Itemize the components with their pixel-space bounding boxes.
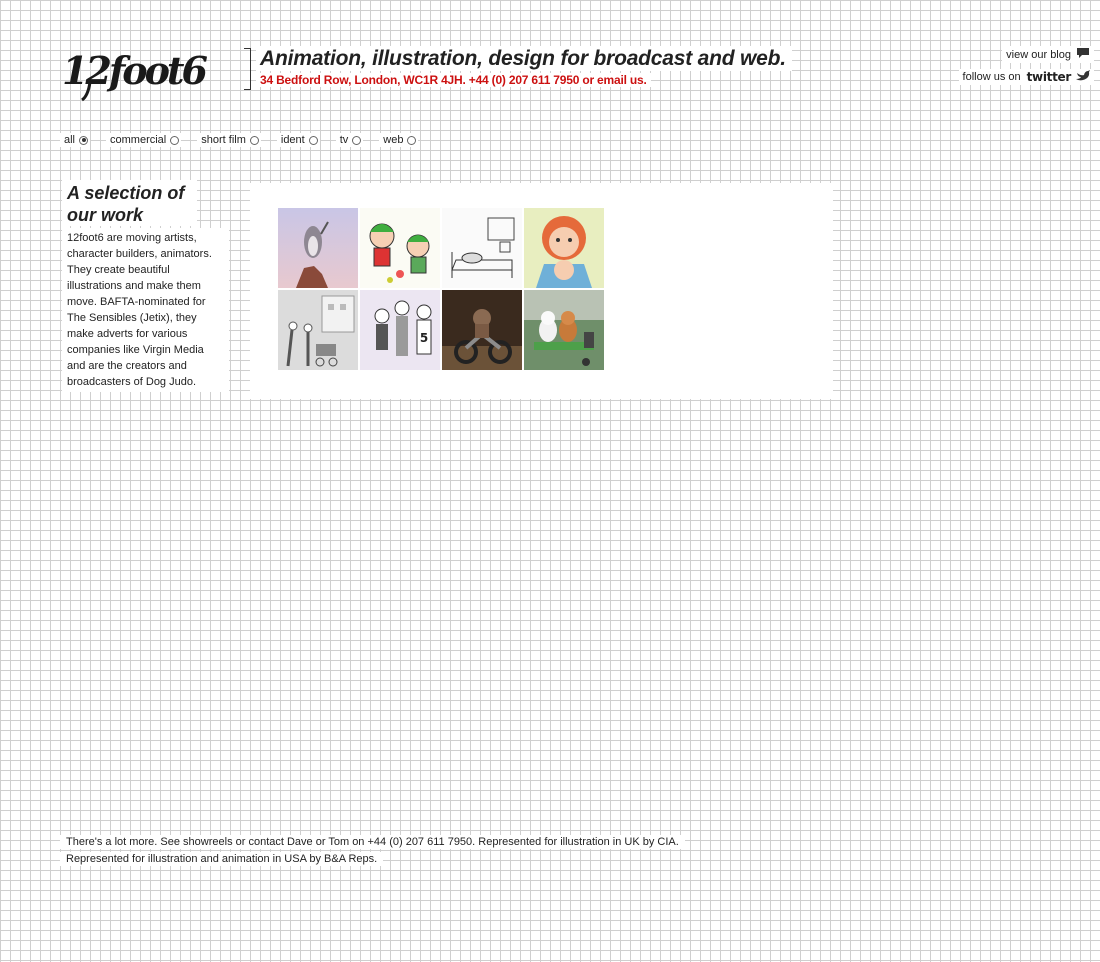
filter-all-radio[interactable] bbox=[79, 136, 88, 145]
filter-short-film-radio[interactable] bbox=[250, 136, 259, 145]
filter-short-film[interactable] bbox=[197, 133, 261, 147]
filter-commercial[interactable] bbox=[106, 133, 181, 147]
filter-commercial-radio[interactable] bbox=[170, 136, 179, 145]
filter-all[interactable] bbox=[60, 133, 90, 147]
filter-web-radio[interactable] bbox=[407, 136, 416, 145]
svg-text:12foot6: 12foot6 bbox=[62, 48, 205, 93]
follow-label: follow us on bbox=[962, 71, 1021, 83]
filter-web-label: web bbox=[383, 134, 404, 146]
thumbnail-7[interactable] bbox=[442, 290, 522, 370]
filter-ident-label: ident bbox=[280, 134, 305, 146]
speech-bubble-icon bbox=[1076, 47, 1090, 62]
filter-all-label: all bbox=[64, 134, 76, 146]
header-bracket bbox=[244, 48, 251, 90]
thumbnail-6[interactable] bbox=[360, 290, 440, 370]
contact-address[interactable]: 34 Bedford Row, London, WC1R 4JH. +44 (0) 207 611 7950 or email us. bbox=[256, 73, 651, 87]
thumbnail-2[interactable] bbox=[360, 208, 440, 288]
section-title: A selection of our work bbox=[62, 180, 197, 226]
filter-ident[interactable] bbox=[277, 133, 320, 147]
logo[interactable] bbox=[60, 44, 205, 104]
filter-web[interactable] bbox=[379, 133, 418, 147]
thumbnail-3[interactable] bbox=[442, 208, 522, 288]
tagline: Animation, illustration, design for broadcast and web. bbox=[256, 46, 792, 71]
blog-link[interactable] bbox=[1002, 46, 1094, 63]
filter-tv-label: tv bbox=[339, 134, 349, 146]
work-gallery bbox=[250, 183, 833, 399]
footer-contact: There's a lot more. See showreels or contact Dave or Tom on +44 (0) 207 611 7950. Represented for illustration in UK by CIA. bbox=[60, 835, 685, 849]
thumbnail-1[interactable] bbox=[278, 208, 358, 288]
footer-representation: Represented for illustration and animation in USA by B&A Reps. bbox=[60, 852, 383, 866]
filter-tv-radio[interactable] bbox=[352, 136, 361, 145]
filter-short-film-label: short film bbox=[201, 134, 246, 146]
thumbnail-5[interactable] bbox=[278, 290, 358, 370]
thumbnail-8[interactable] bbox=[524, 290, 604, 370]
blog-link-label: view our blog bbox=[1006, 48, 1071, 61]
intro-text: 12foot6 are moving artists, character builders, animators. They create beautiful illustrations and make them move. BAFTA-nominated for The Sensibles (Jetix), they make adverts for various companies like Virgin Media and are the creators and broadcasters of Dog Judo. bbox=[62, 228, 229, 392]
filter-ident-radio[interactable] bbox=[309, 136, 318, 145]
category-filter bbox=[60, 133, 434, 147]
twitter-wordmark: twitter bbox=[1026, 70, 1071, 84]
twitter-link[interactable] bbox=[959, 69, 1094, 85]
svg-text:5: 5 bbox=[419, 331, 429, 345]
filter-tv[interactable] bbox=[336, 133, 364, 147]
filter-commercial-label: commercial bbox=[110, 134, 167, 146]
thumbnail-4[interactable] bbox=[524, 208, 604, 288]
bird-icon bbox=[1076, 70, 1090, 84]
